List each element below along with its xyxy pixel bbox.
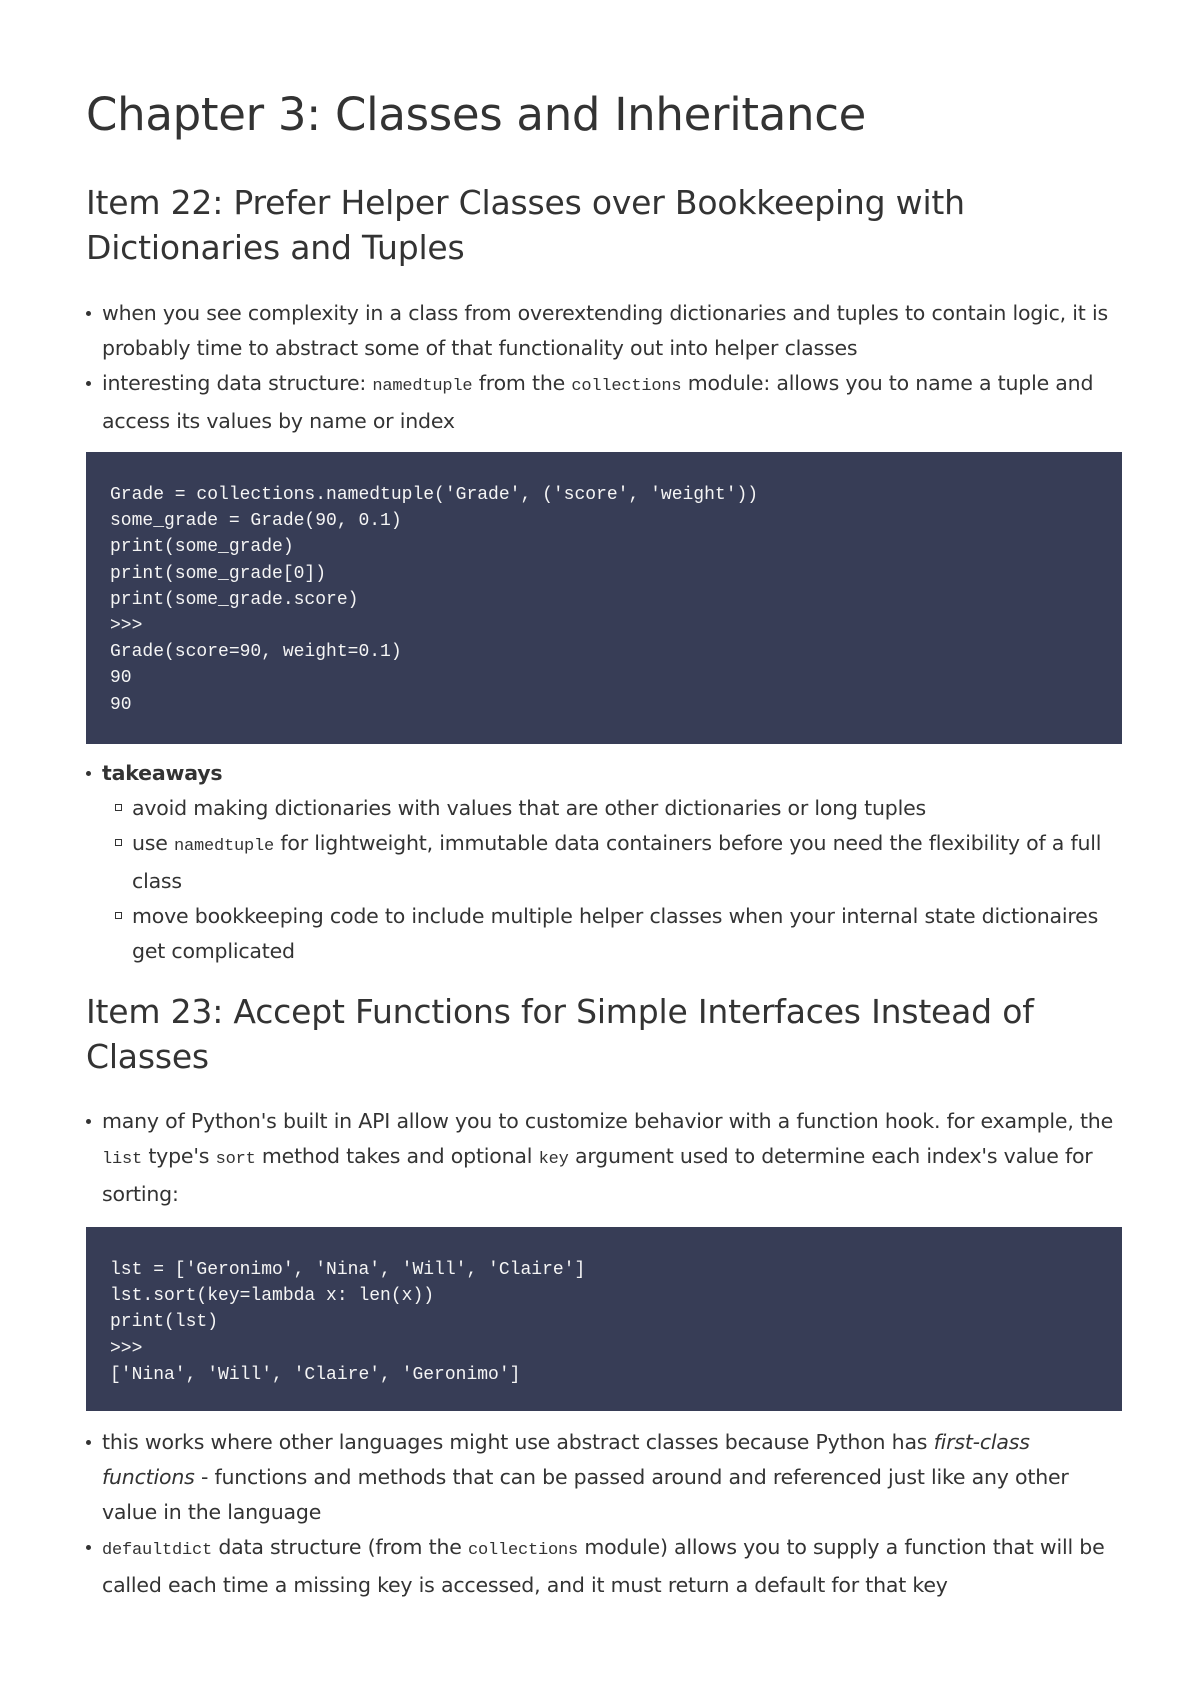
item-23-heading <box>86 989 1034 1079</box>
inline-code-list: list <box>102 1150 143 1169</box>
list-item <box>86 1425 1122 1530</box>
inline-code-defaultdict: defaultdict <box>102 1541 213 1560</box>
item-23-bullet-1-text-b: type's <box>142 1144 216 1168</box>
list-item <box>86 1104 1122 1212</box>
code-block-sort <box>86 1227 1122 1411</box>
takeaways-label: takeaways <box>102 761 223 785</box>
inline-code-namedtuple: namedtuple <box>372 377 473 396</box>
item-23-bullet-3-text-a: data structure (from the <box>212 1535 468 1559</box>
item-23-heading-line1: Item 23: Accept Functions for Simple Interfaces Instead of <box>86 992 1034 1031</box>
item-22-bullet-2-text-a: interesting data structure: <box>102 371 373 395</box>
inline-code-key: key <box>538 1150 569 1169</box>
item-23-bullet-2-text-a: this works where other languages might use abstract classes because Python has <box>102 1430 934 1454</box>
takeaways-sublist <box>102 791 1122 969</box>
item-23-details-list <box>86 1425 1122 1603</box>
takeaway-2-text-b: for lightweight, immutable data containers before you need the flexibility of a full class <box>132 831 1102 893</box>
list-item <box>86 296 1122 366</box>
item-23-bullet-1-text-d: argument used to determine each index's value for sorting: <box>102 1144 1093 1206</box>
item-22-bullet-1-text: when you see complexity in a class from overextending dictionaries and tuples to contain logic, it is probably time to abstract some of that functionality out into helper classes <box>102 301 1108 360</box>
emphasis-first-class-functions: first-class functions <box>102 1430 1030 1489</box>
list-item <box>86 1530 1122 1603</box>
list-item <box>102 899 1122 969</box>
item-22-bullet-2-text-b: from the <box>472 371 572 395</box>
inline-code-collections: collections <box>467 1541 578 1560</box>
item-23-bullet-3-text-b: module) allows you to supply a function that will be called each time a missing key is accessed, and it must return a default for that key <box>102 1535 1105 1597</box>
item-22-bullet-2-text-c: module: allows you to name a tuple and access its values by name or index <box>102 371 1094 433</box>
item-22-takeaways-list <box>86 756 1122 969</box>
code-block-namedtuple <box>86 452 1122 744</box>
takeaway-1-text: avoid making dictionaries with values that are other dictionaries or long tuples <box>132 796 926 820</box>
item-22-heading-line2: Dictionaries and Tuples <box>86 228 465 267</box>
item-23-heading-line2: Classes <box>86 1037 209 1076</box>
list-item <box>102 826 1122 899</box>
inline-code-collections: collections <box>571 377 682 396</box>
chapter-title: Chapter 3: Classes and Inheritance <box>86 88 867 141</box>
takeaway-3-text: move bookkeeping code to include multiple helper classes when your internal state dictionaires get complicated <box>132 904 1099 963</box>
code-block-namedtuple-text: Grade = collections.namedtuple('Grade', ('score', 'weight')) some_grade = Grade(90, 0.1) print(some_grade) print(some_grade[0]) print(some_grade.score) >>> Grade(score=90, weight=0.1) 90 90 <box>110 485 759 715</box>
list-item <box>86 366 1122 439</box>
item-23-bullet-1-text-c: method takes and optional <box>255 1144 539 1168</box>
inline-code-namedtuple: namedtuple <box>174 837 275 856</box>
list-item <box>102 791 1122 826</box>
inline-code-sort: sort <box>215 1150 256 1169</box>
item-23-intro-list <box>86 1104 1122 1212</box>
item-23-bullet-1-text-a: many of Python's built in API allow you to customize behavior with a function hook. for example, the <box>102 1109 1114 1133</box>
item-22-intro-list <box>86 296 1122 439</box>
list-item <box>86 756 1122 969</box>
takeaway-2-text-a: use <box>132 831 175 855</box>
item-22-heading-line1: Item 22: Prefer Helper Classes over Bookkeeping with <box>86 183 965 222</box>
item-23-bullet-2-text-b: - functions and methods that can be passed around and referenced just like any other value in the language <box>102 1465 1069 1524</box>
code-block-sort-text: lst = ['Geronimo', 'Nina', 'Will', 'Claire'] lst.sort(key=lambda x: len(x)) print(lst) >>> ['Nina', 'Will', 'Claire', 'Geronimo'] <box>110 1260 586 1385</box>
item-22-heading <box>86 180 965 270</box>
